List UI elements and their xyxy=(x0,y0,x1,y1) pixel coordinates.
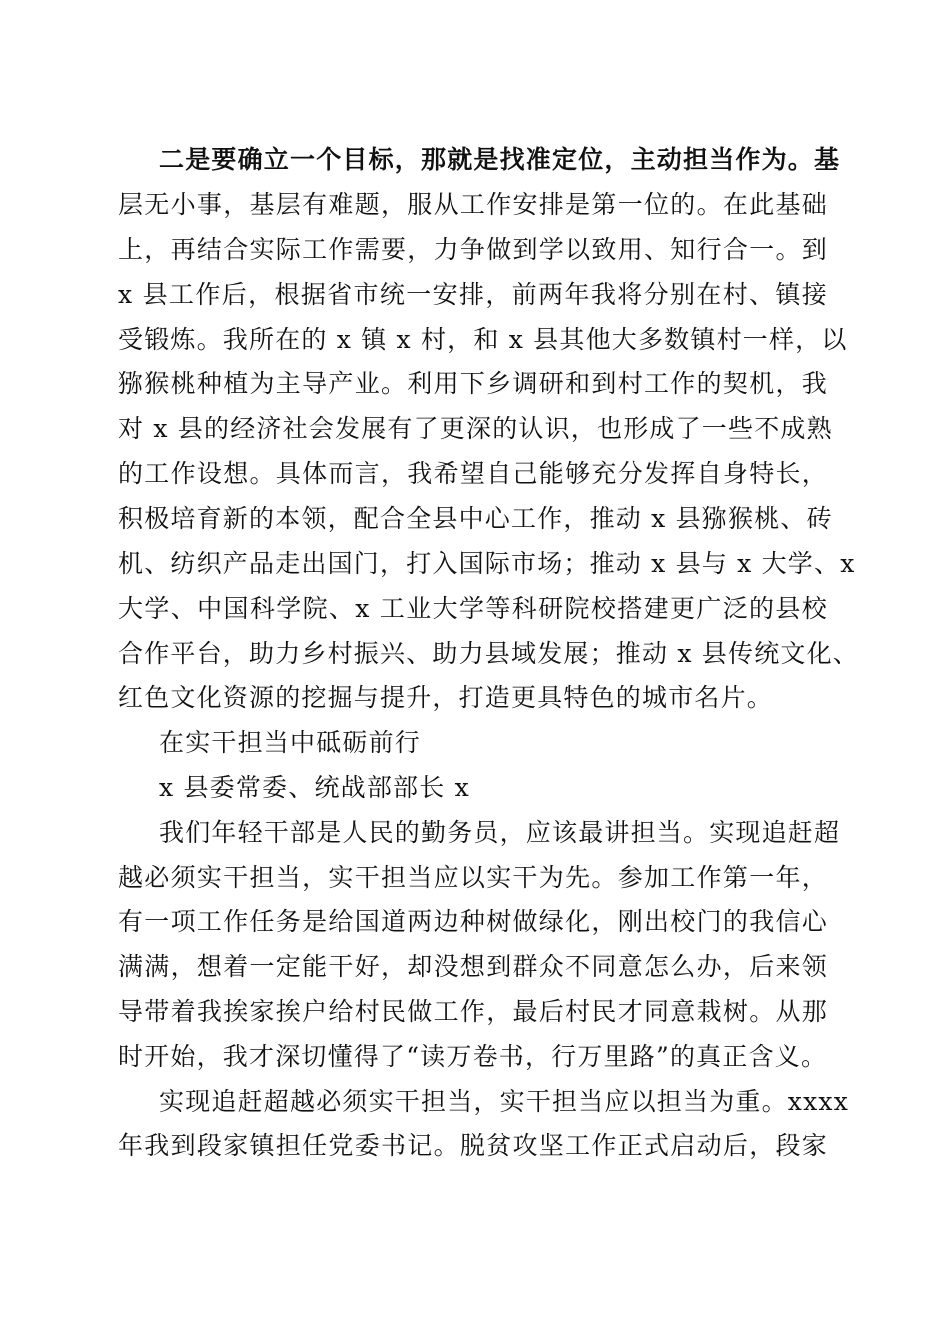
paragraph-line-21: 年我到段家镇担任党委书记。脱贫攻坚工作正式启动后，段家 xyxy=(118,1131,828,1160)
paragraph-line-8: 的工作设想。具体而言，我希望自己能够充分发挥自身特长， xyxy=(118,459,828,488)
paragraph-line-18: 导带着我挨家挨户给村民做工作，最后村民才同意栽树。从那 xyxy=(118,997,828,1026)
paragraph-line-14: 我们年轻干部是人民的勤务员，应该最讲担当。实现追赶超 xyxy=(159,818,841,847)
paragraph-line-11: 大学、中国科学院、x 工业大学等科研院校搭建更广泛的县校 xyxy=(118,594,828,623)
paragraph-line-2: 层无小事，基层有难题，服从工作安排是第一位的。在此基础 xyxy=(118,190,828,219)
author-byline: x 县委常委、统战部部长 x xyxy=(159,773,470,802)
paragraph-line-20: 实现追赶超越必须实干担当，实干担当应以担当为重。xxxx xyxy=(159,1087,849,1116)
paragraph-line-19: 时开始，我才深切懂得了“读万卷书，行万里路”的真正含义。 xyxy=(118,1042,828,1071)
paragraph-line-3: 上，再结合实际工作需要，力争做到学以致用、知行合一。到 xyxy=(118,235,828,264)
paragraph-line-13: 红色文化资源的挖掘与提升，打造更具特色的城市名片。 xyxy=(118,683,774,712)
paragraph-line-16: 有一项工作任务是给国道两边种树做绿化，刚出校门的我信心 xyxy=(118,907,828,936)
section-title: 在实干担当中砥砺前行 xyxy=(159,728,422,757)
paragraph-line-17: 满满，想着一定能干好，却没想到群众不同意怎么办，后来领 xyxy=(118,952,828,981)
paragraph-line-1: 二是要确立一个目标，那就是找准定位，主动担当作为。基 xyxy=(159,145,841,174)
paragraph-line-15: 越必须实干担当，实干担当应以实干为先。参加工作第一年， xyxy=(118,863,828,892)
paragraph-line-5: 受锻炼。我所在的 x 镇 x 村，和 x 县其他大多数镇村一样，以 xyxy=(118,325,848,354)
paragraph-line-12: 合作平台，助力乡村振兴、助力县域发展；推动 x 县传统文化、 xyxy=(118,639,859,668)
paragraph-line-4: x 县工作后，根据省市统一安排，前两年我将分别在村、镇接 xyxy=(118,280,828,309)
paragraph-line-10: 机、纺织产品走出国门，打入国际市场；推动 x 县与 x 大学、x xyxy=(118,549,856,578)
paragraph-line-7: 对 x 县的经济社会发展有了更深的认识，也形成了一些不成熟 xyxy=(118,414,833,443)
paragraph-line-9: 积极培育新的本领，配合全县中心工作，推动 x 县猕猴桃、砖 xyxy=(118,504,833,533)
paragraph-line-6: 猕猴桃种植为主导产业。利用下乡调研和到村工作的契机，我 xyxy=(118,369,828,398)
